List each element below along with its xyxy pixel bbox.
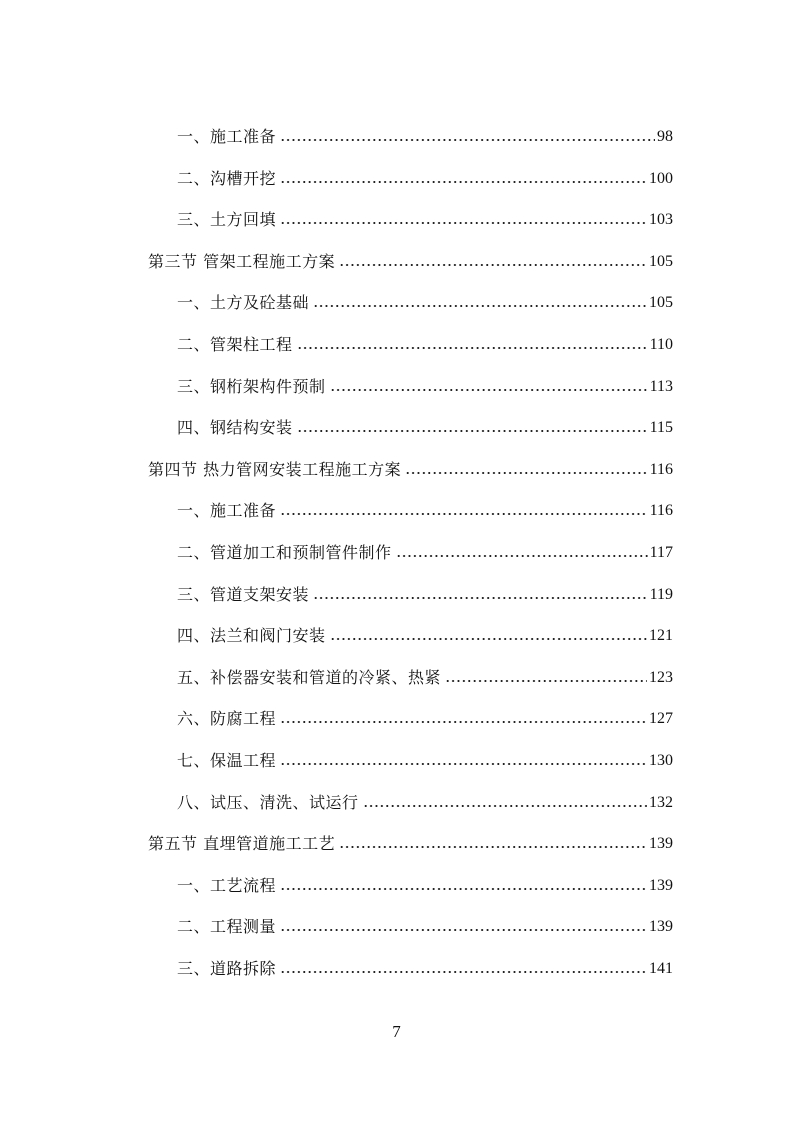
toc-entry-title: 三、道路拆除 — [177, 959, 277, 978]
toc-entry-page-number: 139 — [649, 876, 673, 894]
dot-leader — [280, 222, 647, 224]
dot-leader — [330, 638, 647, 640]
toc-subsection-entry[interactable] — [177, 288, 673, 318]
toc-entry-title: 一、土方及砼基础 — [177, 293, 310, 313]
toc-entry-title: 四、钢结构安装 — [177, 418, 293, 438]
toc-entry-title: 一、工艺流程 — [177, 875, 277, 895]
dot-leader — [405, 472, 648, 474]
toc-section-entry[interactable] — [148, 829, 673, 859]
toc-entry-page-number: 121 — [649, 627, 673, 645]
toc-subsection-entry[interactable] — [177, 538, 673, 568]
dot-leader — [313, 305, 647, 307]
toc-entry-title: 二、沟槽开挖 — [177, 168, 277, 188]
dot-leader — [297, 347, 648, 349]
toc-entry-page-number: 105 — [649, 252, 673, 270]
toc-entry-title: 三、土方回填 — [177, 210, 277, 230]
toc-entry-title: 第四节 热力管网安装工程施工方案 — [148, 459, 402, 479]
toc-entry-page-number: 113 — [649, 377, 673, 395]
dot-leader — [363, 805, 647, 807]
toc-entry-page-number: 105 — [649, 294, 673, 312]
toc-entry-title: 三、管道支架安装 — [177, 584, 310, 604]
toc-entry-page-number: 103 — [649, 211, 673, 229]
dot-leader — [280, 181, 647, 183]
toc-entry-title: 二、管架柱工程 — [177, 335, 293, 354]
dot-leader — [280, 513, 648, 515]
toc-subsection-entry[interactable] — [177, 788, 673, 818]
toc-entry-page-number: 130 — [649, 752, 673, 769]
dot-leader — [280, 929, 647, 931]
toc-entry-page-number: 110 — [649, 336, 673, 353]
toc-entry-title: 第五节 直埋管道施工工艺 — [148, 834, 336, 854]
toc-entry-title: 六、防腐工程 — [177, 709, 277, 729]
toc-entry-page-number: 123 — [649, 668, 673, 686]
toc-entry-page-number: 127 — [649, 710, 673, 728]
dot-leader — [280, 721, 647, 723]
toc-subsection-entry[interactable] — [177, 330, 673, 360]
toc-entry-title: 四、法兰和阀门安装 — [177, 626, 326, 646]
toc-entry-title: 二、管道加工和预制管件制作 — [177, 543, 392, 562]
dot-leader — [280, 139, 655, 141]
toc-entry-title: 八、试压、清洗、试运行 — [177, 792, 359, 812]
toc-entry-page-number: 141 — [649, 960, 673, 977]
toc-entry-title: 五、补偿器安装和管道的冷紧、热紧 — [177, 667, 442, 687]
toc-entry-page-number: 116 — [649, 460, 673, 478]
toc-subsection-entry[interactable] — [177, 496, 673, 526]
dot-leader — [396, 555, 648, 557]
dot-leader — [280, 888, 647, 890]
toc-entry-page-number: 117 — [649, 544, 673, 561]
toc-subsection-entry[interactable] — [177, 580, 673, 610]
toc-entry-page-number: 98 — [657, 128, 673, 145]
toc-entry-title: 二、工程测量 — [177, 917, 277, 937]
toc-subsection-entry[interactable] — [177, 621, 673, 651]
toc-subsection-entry[interactable] — [177, 413, 673, 443]
toc-entry-page-number: 132 — [649, 793, 673, 811]
toc-subsection-entry[interactable] — [177, 954, 673, 984]
toc-subsection-entry[interactable] — [177, 164, 673, 194]
toc-subsection-entry[interactable] — [177, 912, 673, 942]
toc-section-entry[interactable] — [148, 455, 673, 485]
dot-leader — [280, 971, 647, 973]
toc-entry-page-number: 119 — [649, 585, 673, 603]
toc-section-entry[interactable] — [148, 247, 673, 277]
dot-leader — [297, 430, 648, 432]
toc-entry-page-number: 100 — [649, 169, 673, 187]
toc-entry-page-number: 139 — [649, 918, 673, 936]
toc-entry-title: 七、保温工程 — [177, 751, 277, 770]
toc-entry-page-number: 139 — [649, 835, 673, 853]
dot-leader — [339, 846, 647, 848]
toc-subsection-entry[interactable] — [177, 122, 673, 152]
dot-leader — [339, 264, 647, 266]
toc-entry-page-number: 116 — [649, 502, 673, 520]
dot-leader — [313, 597, 648, 599]
toc-subsection-entry[interactable] — [177, 746, 673, 776]
toc-entry-title: 一、施工准备 — [177, 127, 277, 146]
toc-entry-page-number: 115 — [649, 419, 673, 437]
dot-leader — [445, 680, 647, 682]
dot-leader — [330, 389, 648, 391]
toc-entry-title: 三、钢桁架构件预制 — [177, 376, 326, 396]
toc-entry-title: 一、施工准备 — [177, 501, 277, 521]
toc-subsection-entry[interactable] — [177, 372, 673, 402]
toc-entry-title: 第三节 管架工程施工方案 — [148, 251, 336, 271]
page-number: 7 — [392, 1022, 401, 1041]
toc-subsection-entry[interactable] — [177, 205, 673, 235]
dot-leader — [280, 763, 647, 765]
toc-subsection-entry[interactable] — [177, 871, 673, 901]
toc-subsection-entry[interactable] — [177, 663, 673, 693]
toc-subsection-entry[interactable] — [177, 704, 673, 734]
